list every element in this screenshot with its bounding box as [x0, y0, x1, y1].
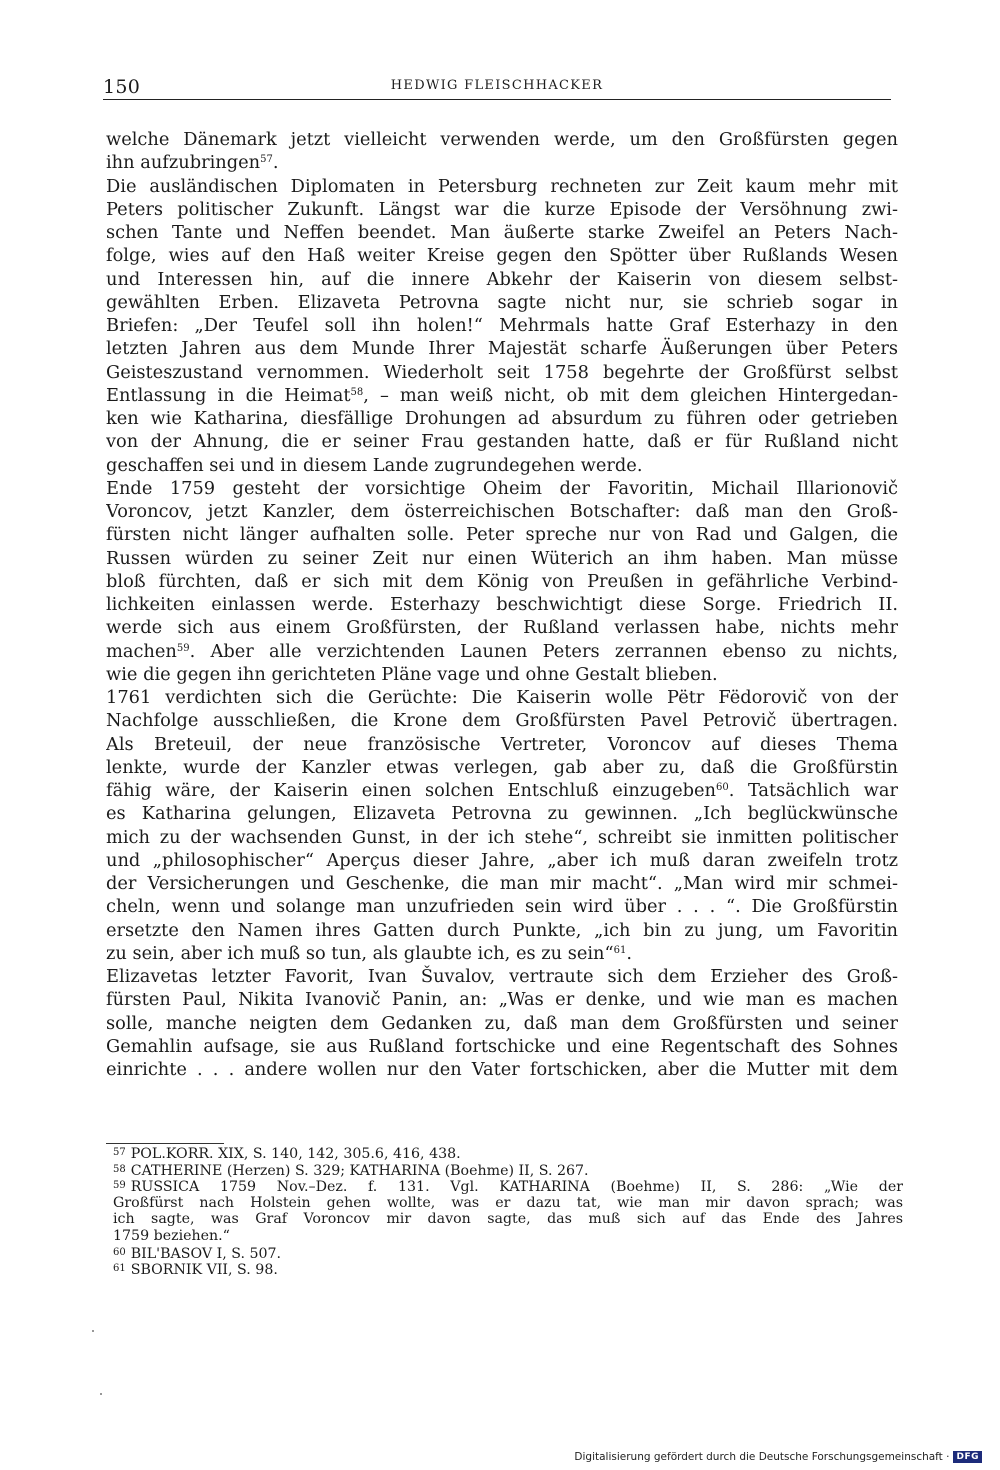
line-text-after: .: [272, 152, 279, 174]
footnote-rule: [106, 1143, 224, 1144]
footnote-text: RUSSICA 1759 Nov.–Dez. f. 131. Vgl. KATHARINA (Boehme) II, S. 286: „Wie der: [130, 1179, 903, 1195]
footnote-line: [113, 1245, 903, 1262]
line-text: geschaffen sei und in diesem Lande zugrundegehen werde.: [106, 454, 643, 476]
body-text: [106, 128, 898, 1081]
text-line: [106, 244, 898, 267]
footnote-text: CATHERINE (Herzen) S. 329; KATHARINA (Boehme) II, S. 267.: [130, 1162, 589, 1179]
text-line: [106, 988, 898, 1011]
line-text: Geisteszustand vernommen. Wiederholt seit 1758 begehrte der Großfürst selbst: [106, 361, 898, 383]
footnote-line: [113, 1261, 903, 1278]
line-text: Voroncov, jetzt Kanzler, dem österreichischen Botschafter: daß man den Groß-: [106, 501, 898, 522]
line-text: lenkte, wurde der Kanzler etwas verlegen, gab aber zu, daß die Großfürstin: [106, 756, 898, 778]
text-line: [106, 430, 898, 453]
text-line: [106, 593, 898, 616]
footnote-text: Großfürst nach Holstein gehen wollte, was er dazu tat, wie man mir davon sprach; was: [113, 1194, 903, 1211]
line-text-after: .: [626, 942, 632, 964]
line-text: Briefen: „Der Teufel soll ihn holen!“ Mehrmals hatte Graf Esterhazy in den: [106, 315, 898, 336]
text-line: [106, 872, 898, 895]
text-line: [106, 826, 898, 849]
footnote-line: [113, 1195, 903, 1212]
line-text: mich zu der wachsenden Gunst, in der ich stehe“, schreibt sie inmitten politischer: [106, 826, 898, 848]
line-text: Entlassung in die Heimat: [106, 384, 351, 406]
text-line: [106, 1035, 898, 1058]
header-rule: [103, 99, 891, 100]
line-text: von der Ahnung, die er seiner Frau gestanden hatte, daß er für Rußland nicht: [106, 431, 898, 453]
text-line: [106, 733, 898, 756]
line-text: Nachfolge ausschließen, die Krone dem Großfürsten Pavel Petrovič übertragen.: [106, 710, 898, 732]
footnotes: [113, 1145, 903, 1278]
text-line: [106, 384, 898, 407]
line-text: 1761 verdichten sich die Gerüchte: Die Kaiserin wolle Pëtr Fëdorovič von der: [106, 687, 898, 708]
text-line: [106, 802, 898, 825]
footnote-reference: 57: [260, 154, 273, 166]
line-text: cheln, wenn und solange man unzufrieden sein wird über . . . “. Die Großfürstin: [106, 896, 898, 918]
line-text: Als Breteuil, der neue französische Vertreter, Voroncov auf dieses Thema: [106, 733, 898, 755]
footnote-reference: 61: [613, 944, 627, 956]
footnote-line: [113, 1162, 903, 1179]
line-text-after: . Aber alle verzichtenden Launen Peters zerrannen ebenso zu nichts,: [189, 640, 898, 662]
text-line: [106, 361, 898, 384]
text-line: [106, 616, 898, 639]
line-text: Elizavetas letzter Favorit, Ivan Šuvalov, vertraute sich dem Erzieher des Groß-: [106, 966, 898, 987]
line-text-after: , – man weiß nicht, ob mit dem gleichen Hintergedan-: [363, 384, 898, 406]
line-text: welche Dänemark jetzt vielleicht verwenden werde, um den Großfürsten gegen: [106, 129, 898, 150]
line-text: bloß fürchten, daß er sich mit dem König von Preußen in gefährliche Verbind-: [106, 570, 898, 592]
footnote-text: 1759 beziehen.“: [113, 1227, 230, 1244]
text-line: [106, 128, 898, 151]
text-line: [106, 942, 898, 965]
digitization-credit: [574, 1451, 982, 1463]
text-line: [106, 547, 898, 570]
footnote-reference: 58: [350, 386, 364, 398]
footnote-line: [113, 1228, 903, 1245]
footnote-text: ich sagte, was Graf Voroncov mir davon sagte, das muß sich auf das Ende des Jahres: [113, 1211, 903, 1228]
scan-speck: [100, 1393, 102, 1395]
line-text: und Interessen hin, auf die innere Abkehr der Kaiserin von diesem selbst-: [106, 268, 898, 290]
line-text: fähig wäre, der Kaiserin einen solchen Entschluß einzugeben: [106, 780, 716, 801]
line-text: und „philosophischer“ Aperçus dieser Jahre, „aber ich muß daran zweifeln trotz: [106, 849, 898, 871]
text-line: [106, 337, 898, 360]
line-text: zu sein, aber ich muß so tun, als glaubte ich, es zu sein“: [106, 942, 614, 964]
line-text: Die ausländischen Diplomaten in Petersburg rechneten zur Zeit kaum mehr mit: [106, 175, 898, 197]
footnote-line: [113, 1211, 903, 1228]
line-text: wie die gegen ihn gerichteten Pläne vage und ohne Gestalt blieben.: [106, 663, 718, 685]
footnote-reference: 60: [715, 782, 729, 793]
text-line: [106, 756, 898, 779]
text-line: [106, 291, 898, 314]
footnote-number: 61: [113, 1263, 126, 1275]
text-line: [106, 965, 898, 988]
line-text: Russen würden zu seiner Zeit nur einen Wüterich an ihm haben. Man müsse: [106, 547, 898, 569]
footnote-text: SBORNIK VII, S. 98.: [130, 1262, 278, 1278]
line-text: schen Tante und Neffen beendet. Man äußerte starke Zweifel an Peters Nach-: [106, 222, 898, 243]
line-text: Peters politischer Zukunft. Längst war die kurze Episode der Versöhnung zwi-: [106, 198, 898, 220]
line-text: lichkeiten einlassen werde. Esterhazy beschwichtigt diese Sorge. Friedrich II.: [106, 594, 898, 615]
text-line: [106, 895, 898, 918]
line-text: ersetzte den Namen ihres Gatten durch Punkte, „ich bin zu jung, um Favoritin: [106, 919, 898, 941]
text-line: [106, 314, 898, 337]
footnote-number: 59: [113, 1180, 126, 1192]
line-text: gewählten Erben. Elizaveta Petrovna sagte nicht nur, sie schrieb sogar in: [106, 291, 898, 313]
line-text: Gemahlin aufsage, sie aus Rußland fortschicke und eine Regentschaft des Sohnes: [106, 1035, 898, 1057]
text-line: [106, 175, 898, 198]
text-line: [106, 454, 898, 477]
text-line: [106, 500, 898, 523]
text-line: [106, 709, 898, 732]
page-header: [103, 70, 891, 100]
text-line: [106, 849, 898, 872]
text-line: [106, 523, 898, 546]
credit-text: Digitalisierung gefördert durch die Deutsche Forschungsgemeinschaft ·: [574, 1451, 950, 1463]
footnote-line: [113, 1145, 903, 1162]
line-text: einrichte . . . andere wollen nur den Vater fortschicken, aber die Mutter mit dem: [106, 1059, 898, 1080]
footnote-number: 57: [113, 1147, 126, 1158]
line-text: Ende 1759 gesteht der vorsichtige Oheim der Favoritin, Michail Illarionovič: [106, 477, 898, 499]
running-head: HEDWIG FLEISCHHACKER: [390, 78, 604, 93]
text-line: [106, 686, 898, 709]
footnote-number: 58: [113, 1163, 126, 1175]
footnote-text: POL.KORR. XIX, S. 140, 142, 305.6, 416, 438.: [130, 1146, 461, 1162]
line-text: ihn aufzubringen: [106, 152, 261, 174]
line-text-after: . Tatsächlich war: [728, 780, 898, 801]
text-line: [106, 640, 898, 663]
text-line: [106, 151, 898, 174]
line-text: es Katharina gelungen, Elizaveta Petrovna zu gewinnen. „Ich beglückwünsche: [106, 803, 898, 825]
text-line: [106, 268, 898, 291]
text-line: [106, 1012, 898, 1035]
line-text: folge, wies auf den Haß weiter Kreise gegen den Spötter über Rußlands Wesen: [106, 245, 898, 267]
text-line: [106, 570, 898, 593]
text-line: [106, 663, 898, 686]
text-line: [106, 221, 898, 244]
text-line: [106, 407, 898, 430]
text-line: [106, 919, 898, 942]
line-text: der Versicherungen und Geschenke, die man mir macht“. „Man wird mir schmei-: [106, 873, 898, 894]
footnote-number: 60: [113, 1246, 126, 1258]
line-text: machen: [106, 640, 177, 662]
line-text: werde sich aus einem Großfürsten, der Rußland verlassen habe, nichts mehr: [106, 617, 898, 639]
line-text: ken wie Katharina, diesfällige Drohungen ad absurdum zu führen oder getrieben: [106, 408, 898, 429]
scan-speck: [92, 1330, 94, 1332]
text-line: [106, 1058, 898, 1081]
page-number: 150: [103, 76, 141, 98]
footnote-reference: 59: [176, 642, 190, 654]
text-line: [106, 779, 898, 802]
text-line: [106, 198, 898, 221]
line-text: letzten Jahren aus dem Munde Ihrer Majestät scharfe Äußerungen über Peters: [106, 338, 898, 360]
dfg-logo: DFG: [953, 1451, 982, 1463]
line-text: fürsten Paul, Nikita Ivanovič Panin, an: „Was er denke, und wie man es machen: [106, 989, 898, 1011]
text-line: [106, 477, 898, 500]
line-text: solle, manche neigten dem Gedanken zu, daß man dem Großfürsten und seiner: [106, 1012, 898, 1034]
footnote-line: [113, 1178, 903, 1195]
footnote-text: BIL'BASOV I, S. 507.: [130, 1245, 282, 1262]
line-text: fürsten nicht länger aufhalten solle. Peter spreche nur von Rad und Galgen, die: [106, 524, 898, 546]
